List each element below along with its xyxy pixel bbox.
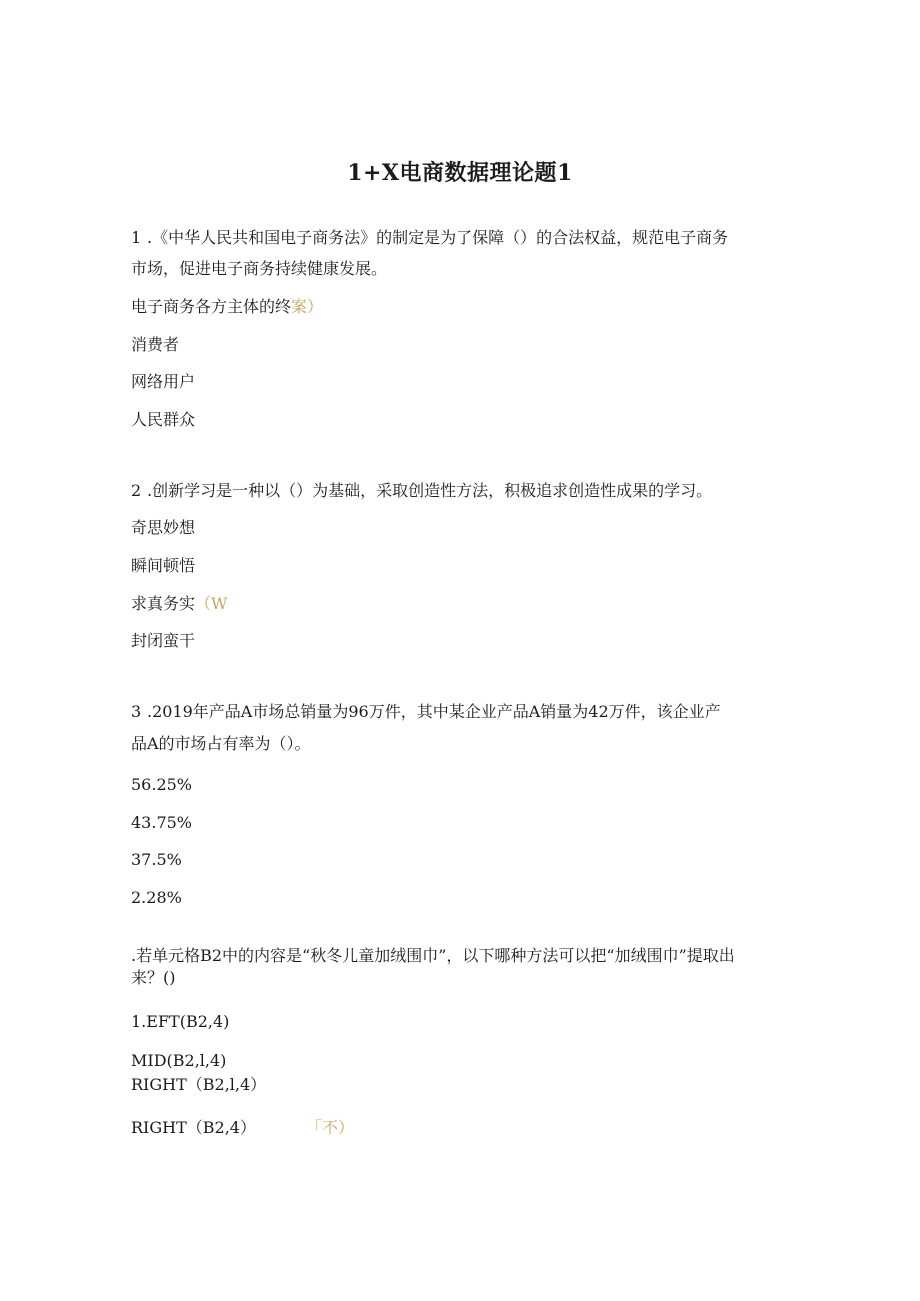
question-4-option-d-text: RIGHT（B2,4） xyxy=(131,1118,256,1137)
question-4-option-d xyxy=(131,1117,354,1139)
question-4-option-a: 1.EFT(B2,4) xyxy=(131,1012,230,1031)
question-2-answer-mark: （W xyxy=(195,594,228,613)
question-3-option-c: 37.5% xyxy=(131,850,182,869)
question-2-option-c-text: 求真务实 xyxy=(131,594,196,613)
question-1-answer-mark: 案） xyxy=(291,297,324,316)
question-3-line-2: 品A的市场占有率为（）。 xyxy=(131,734,311,753)
question-2-option-b: 瞬间顿悟 xyxy=(131,556,196,575)
question-3-number: 3 xyxy=(131,702,142,721)
question-1-line-2: 市场，促进电子商务持续健康发展。 xyxy=(131,259,388,278)
page-title: 1+X电商数据理论题1 xyxy=(347,160,573,186)
question-2-number: 2 xyxy=(131,481,142,500)
question-1-option-a-text: 电子商务各方主体的终 xyxy=(131,297,292,316)
question-4-line-1: .若单元格B2中的内容是“秋冬儿童加绒围巾”，以下哪种方法可以把“加绒围巾”提取出 xyxy=(131,946,735,965)
question-3-option-d: 2.28% xyxy=(131,888,182,907)
question-1-option-a xyxy=(131,296,323,318)
question-4-line-2: 来？() xyxy=(131,968,176,987)
question-3-line-1 xyxy=(131,701,721,723)
question-4-option-c: RIGHT（B2,l,4） xyxy=(131,1075,267,1094)
question-1-option-c: 网络用户 xyxy=(131,372,196,391)
question-4-option-b: MID(B2,l,4) xyxy=(131,1051,227,1070)
question-1-text-1: .《中华人民共和国电子商务法》的制定是为了保障（）的合法权益，规范电子商务 xyxy=(147,228,729,247)
question-4-answer-mark: 「不） xyxy=(313,1118,354,1137)
question-3-option-a: 56.25% xyxy=(131,775,193,794)
question-2-option-c xyxy=(131,593,227,615)
question-3-text-1: .2019年产品A市场总销量为96万件，其中某企业产品A销量为42万件，该企业产 xyxy=(147,702,721,721)
question-3-option-b: 43.75% xyxy=(131,813,193,832)
question-1-line-1 xyxy=(131,227,728,249)
question-1-option-b: 消费者 xyxy=(131,335,180,354)
question-2-text-1: .创新学习是一种以（）为基础，采取创造性方法，积极追求创造性成果的学习。 xyxy=(147,481,713,500)
question-2-line-1 xyxy=(131,480,712,502)
question-2-option-d: 封闭蛮干 xyxy=(131,631,196,650)
question-1-number: 1 xyxy=(131,228,142,247)
question-2-option-a: 奇思妙想 xyxy=(131,518,196,537)
question-1-option-d: 人民群众 xyxy=(131,410,196,429)
